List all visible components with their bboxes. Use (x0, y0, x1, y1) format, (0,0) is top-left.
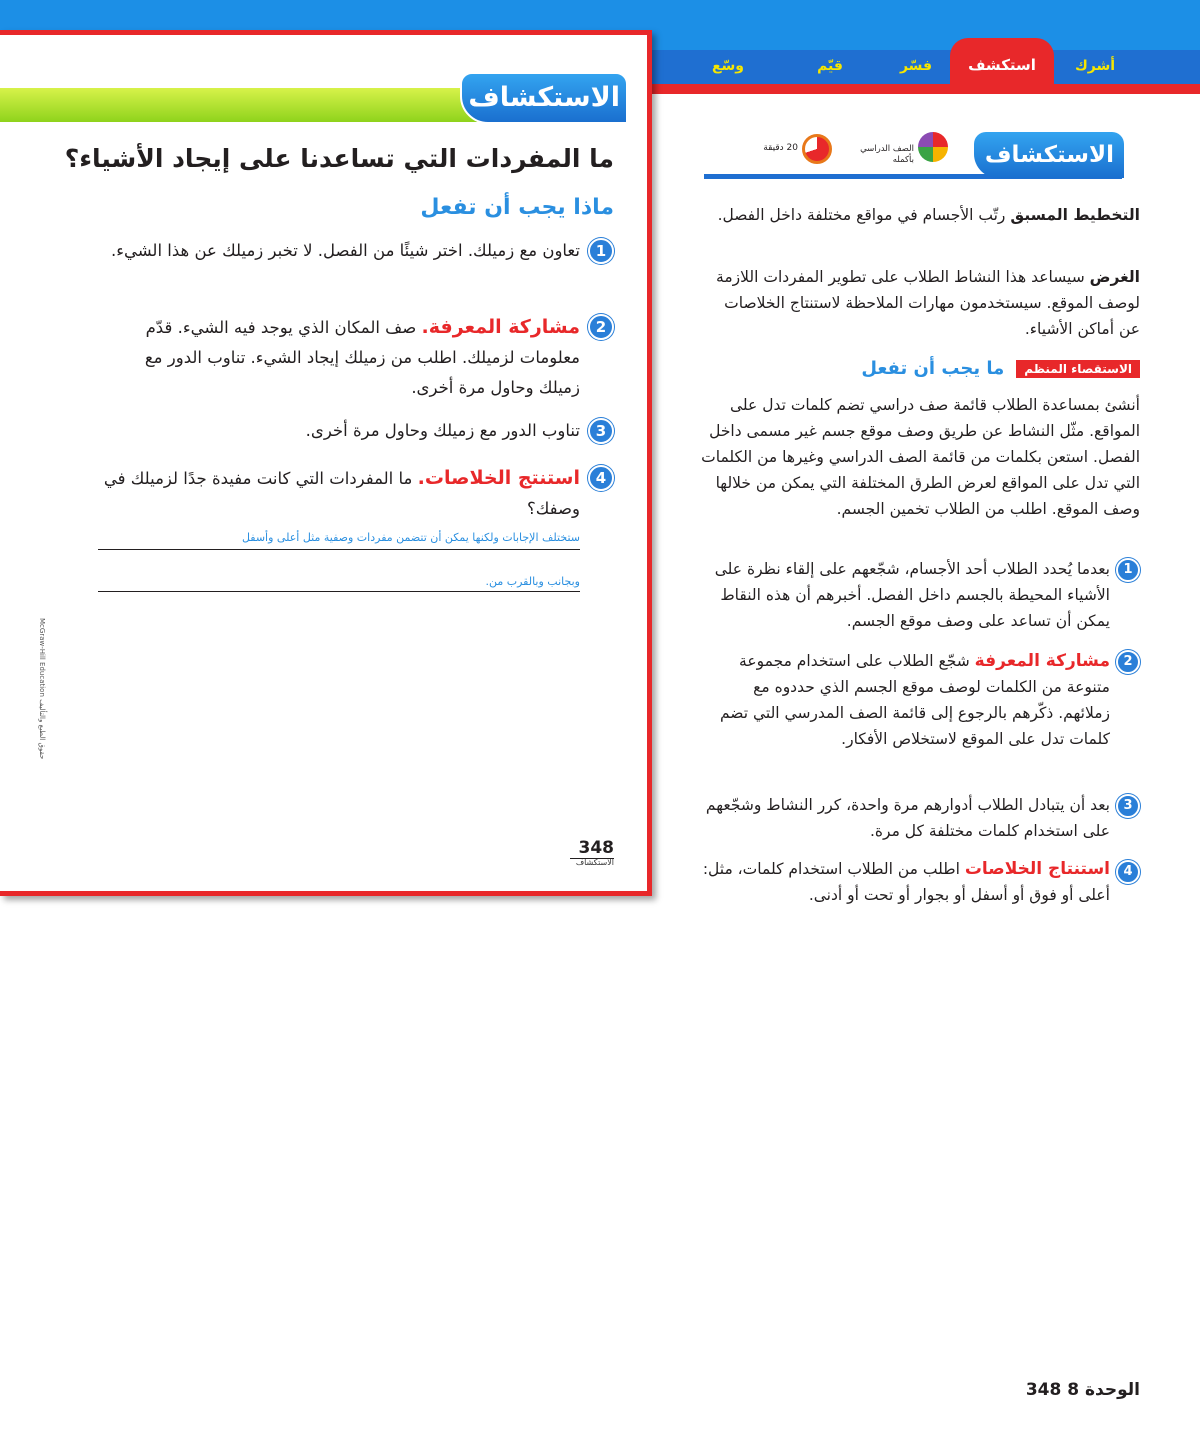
copyright-credit: McGraw-Hill Education حقوق الطبع والتأليف (38, 618, 46, 760)
teacher-step-4-badge: 4 (1116, 860, 1140, 884)
step-1-badge: 1 (588, 238, 614, 264)
purpose-text: سيساعد هذا النشاط الطلاب على تطوير المفردات اللازمة لوصف الموقع. سيستخدمون مهارات الملاحظة لاستنتاج الخلاصات عن أماكن الأشياء. (716, 268, 1140, 338)
teacher-step-4 (700, 856, 1110, 908)
student-step-4-highlight: استنتج الخلاصات. (417, 467, 580, 489)
teacher-step-4-highlight: استنتاج الخلاصات (964, 859, 1110, 879)
nav-bar-strip (648, 84, 1200, 94)
teacher-step-2-highlight: مشاركة المعرفة (974, 651, 1110, 671)
teacher-step-3-badge: 3 (1116, 794, 1140, 818)
student-step-2-highlight: مشاركة المعرفة. (421, 316, 580, 338)
clock-icon (802, 134, 832, 164)
student-page-label: الاستكشاف (575, 858, 614, 867)
answer-line-2 (98, 574, 580, 592)
teacher-step-1-text: بعدما يُحدد الطلاب أحد الأجسام، شجّعهم على إلقاء نظرة على الأشياء المحيطة بالجسم داخل الفصل. أخبرهم أن هذه النقاط يمكن أن تساعد على وصف موقع الجسم. (714, 560, 1110, 630)
teacher-step-4-text: اطلب من الطلاب استخدام كلمات، مثل: أعلى أو فوق أو أسفل أو بجوار أو تحت أو أدنى. (702, 860, 1110, 904)
structured-inquiry-tag: الاستقصاء المنظم (1016, 360, 1140, 378)
step-4-badge: 4 (588, 465, 614, 491)
student-step-3 (100, 416, 580, 446)
teacher-step-2-text: شجّع الطلاب على استخدام مجموعة متنوعة من الكلمات لوصف موقع الجسم الذي حددوه مع زملائهم. ذكّرهم بالرجوع إلى قائمة الصف المدرسي التي تضم كلمات تدل على الموقع لاستخلاص الأفكار. (719, 652, 1110, 748)
tab-explore[interactable]: استكشف (950, 38, 1054, 86)
tab-engage[interactable]: أشرك (1074, 58, 1116, 74)
teacher-step-1-badge: 1 (1116, 558, 1140, 582)
teacher-page-footer: الوحدة 8 348 (1025, 1380, 1140, 1400)
student-question: ما المفردات التي تساعدنا على إيجاد الأشياء؟ (64, 144, 614, 173)
teacher-intro: أنشئ بمساعدة الطلاب قائمة صف دراسي تضم كلمات تدل على المواقع. مثّل النشاط عن طريق وصف موقع جسم غير مسمى داخل الفصل. استعن بكلمات من قائمة الصف الدراسي وغيرها من الكلمات التي تدل على المواقع لعرض الطرق المختلفة التي يمكن من خلالها وصف الموقع. اطلب من الطلاب تخمين الجسم. (701, 396, 1140, 518)
student-step-2 (100, 312, 580, 403)
tab-extend[interactable]: وسّع (711, 58, 745, 74)
teacher-step-1 (700, 556, 1110, 634)
teacher-subheading: ما يجب أن تفعل (861, 358, 1005, 379)
student-step-1-text: تعاون مع زميلك. اختر شيئًا من الفصل. لا تخبر زميلك عن هذا الشيء. (110, 241, 580, 260)
step-2-badge: 2 (588, 314, 614, 340)
student-step-4-text: ما المفردات التي كانت مفيدة جدًا لزميلك في وصفك؟ (103, 469, 580, 518)
student-page-number: 348 (570, 838, 614, 859)
student-step-4 (100, 463, 580, 524)
teacher-banner-title: الاستكشاف (984, 142, 1114, 168)
whole-class-icon (918, 132, 948, 162)
answer-text-1: ستختلف الإجابات ولكنها يمكن أن تتضمن مفردات وصفية مثل أعلى وأسفل (241, 531, 580, 544)
time-label: 20 دقيقة (763, 143, 798, 153)
step-3-badge: 3 (588, 418, 614, 444)
teacher-step-2 (700, 648, 1110, 752)
teacher-step-3 (700, 792, 1110, 844)
student-step-3-text: تناوب الدور مع زميلك وحاول مرة أخرى. (305, 421, 580, 440)
planning-paragraph (700, 202, 1140, 228)
student-step-2-text: صف المكان الذي يوجد فيه الشيء. قدّم معلومات لزميلك. اطلب من زميلك إيجاد الشيء. تناوب الدور مع زميلك وحاول مرة أخرى. (144, 318, 580, 397)
planning-text: رتّب الأجسام في مواقع مختلفة داخل الفصل. (717, 206, 1011, 224)
purpose-label: الغرض (1089, 268, 1140, 286)
answer-text-2: وبجانب وبالقرب من. (485, 575, 580, 588)
student-banner-title: الاستكشاف (468, 82, 620, 113)
student-step-1 (100, 236, 580, 266)
purpose-paragraph (700, 264, 1140, 342)
student-banner-stripe (0, 88, 520, 122)
tab-evaluate[interactable]: قيّم (817, 58, 843, 74)
teacher-step-3-text: بعد أن يتبادل الطلاب أدوارهم مرة واحدة، كرر النشاط وشجّعهم على استخدام كلمات مختلفة كل مرة. (705, 796, 1110, 840)
student-subheading: ماذا يجب أن تفعل (420, 195, 614, 220)
teacher-subheading-row (760, 358, 1140, 379)
whole-class-label: الصف الدراسي بأكمله (860, 144, 914, 165)
tab-explain[interactable]: فسّر (899, 58, 933, 74)
planning-label: التخطيط المسبق (1010, 206, 1140, 224)
answer-line-1 (98, 532, 580, 550)
teacher-step-2-badge: 2 (1116, 650, 1140, 674)
